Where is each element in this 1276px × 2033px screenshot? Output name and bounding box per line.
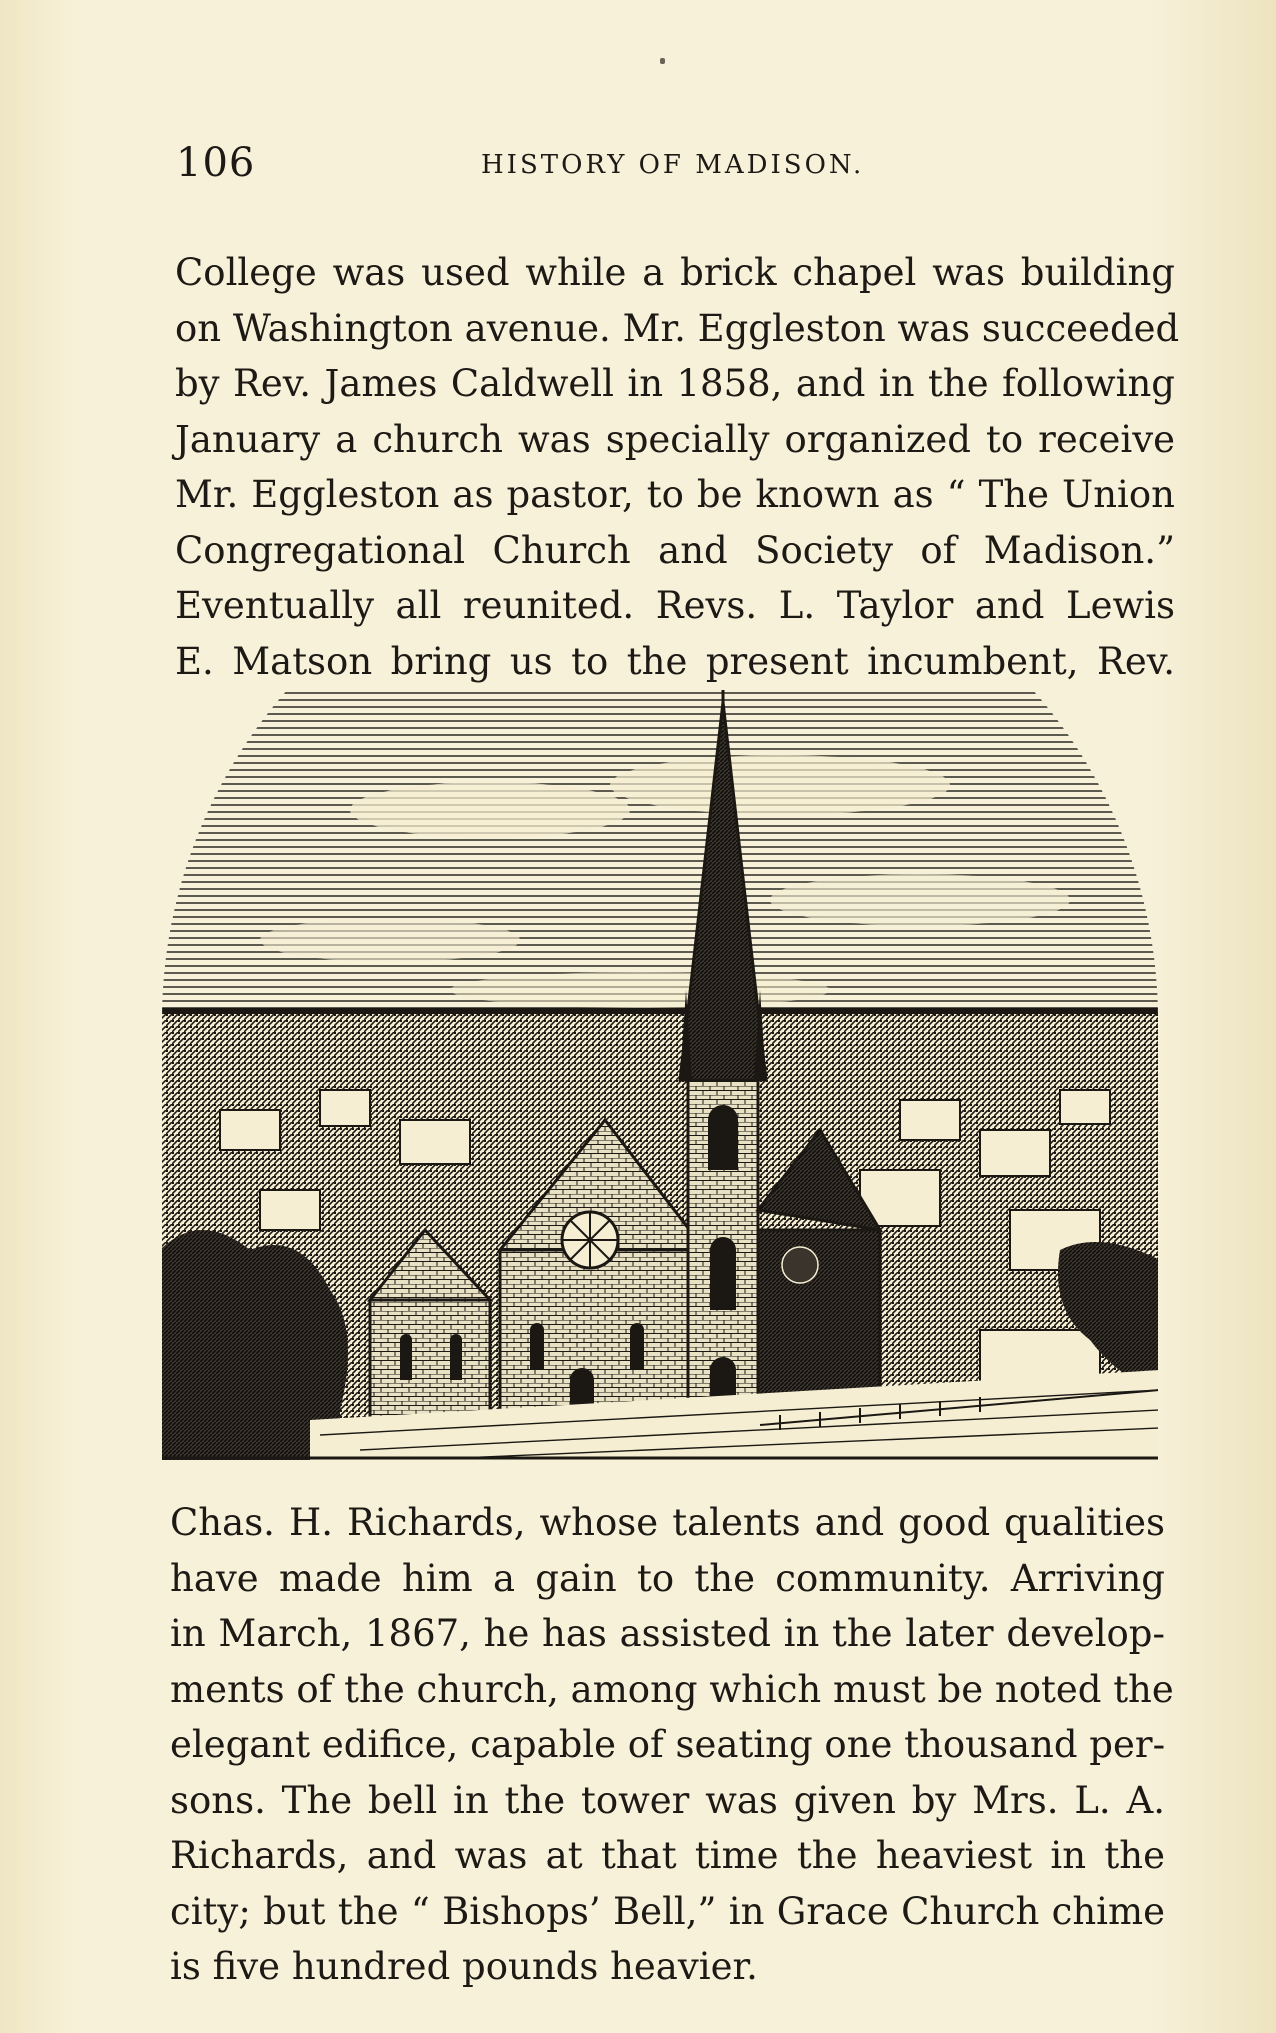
text-line: ments of the church, among which must be noted the (170, 1667, 1174, 1711)
text-line: is five hundred pounds heavier. (170, 1945, 758, 1988)
paragraph-top (175, 245, 1180, 689)
page-header (176, 140, 1176, 192)
paragraph-bottom (170, 1495, 1174, 1995)
text-line: Chas. H. Richards, whose talents and good qualities (170, 1501, 1165, 1544)
text-line: by Rev. James Caldwell in 1858, and in the following (175, 362, 1175, 405)
text-line: Mr. Eggleston as pastor, to be known as “ The Union (175, 473, 1175, 516)
text-line: have made him a gain to the community. Arriving (170, 1556, 1165, 1600)
text-line: on Washington avenue. Mr. Eggleston was succeeded (175, 306, 1180, 350)
ink-speck (660, 58, 665, 64)
text-line: Congregational Church and Society of Madison.” (175, 528, 1175, 572)
text-line: city; but the “ Bishops’ Bell,” in Grace Church chime (170, 1889, 1165, 1933)
text-line: in March, 1867, he has assisted in the later develop- (170, 1612, 1165, 1655)
text-line: E. Matson bring us to the present incumbent, Rev. (175, 639, 1175, 683)
text-line: College was used while a brick chapel was building (175, 251, 1175, 294)
text-line: elegant edifice, capable of seating one thousand per- (170, 1723, 1166, 1766)
church-engraving-icon (160, 690, 1160, 1460)
running-head: HISTORY OF MADISON. (481, 150, 865, 180)
text-line: Eventually all reunited. Revs. L. Taylor and Lewis (175, 584, 1175, 627)
text-line: sons. The bell in the tower was given by Mrs. L. A. (170, 1778, 1165, 1822)
text-line: January a church was specially organized to receive (175, 417, 1175, 461)
text-line: Richards, and was at that time the heaviest in the (170, 1834, 1165, 1877)
page-number: 106 (176, 140, 256, 186)
